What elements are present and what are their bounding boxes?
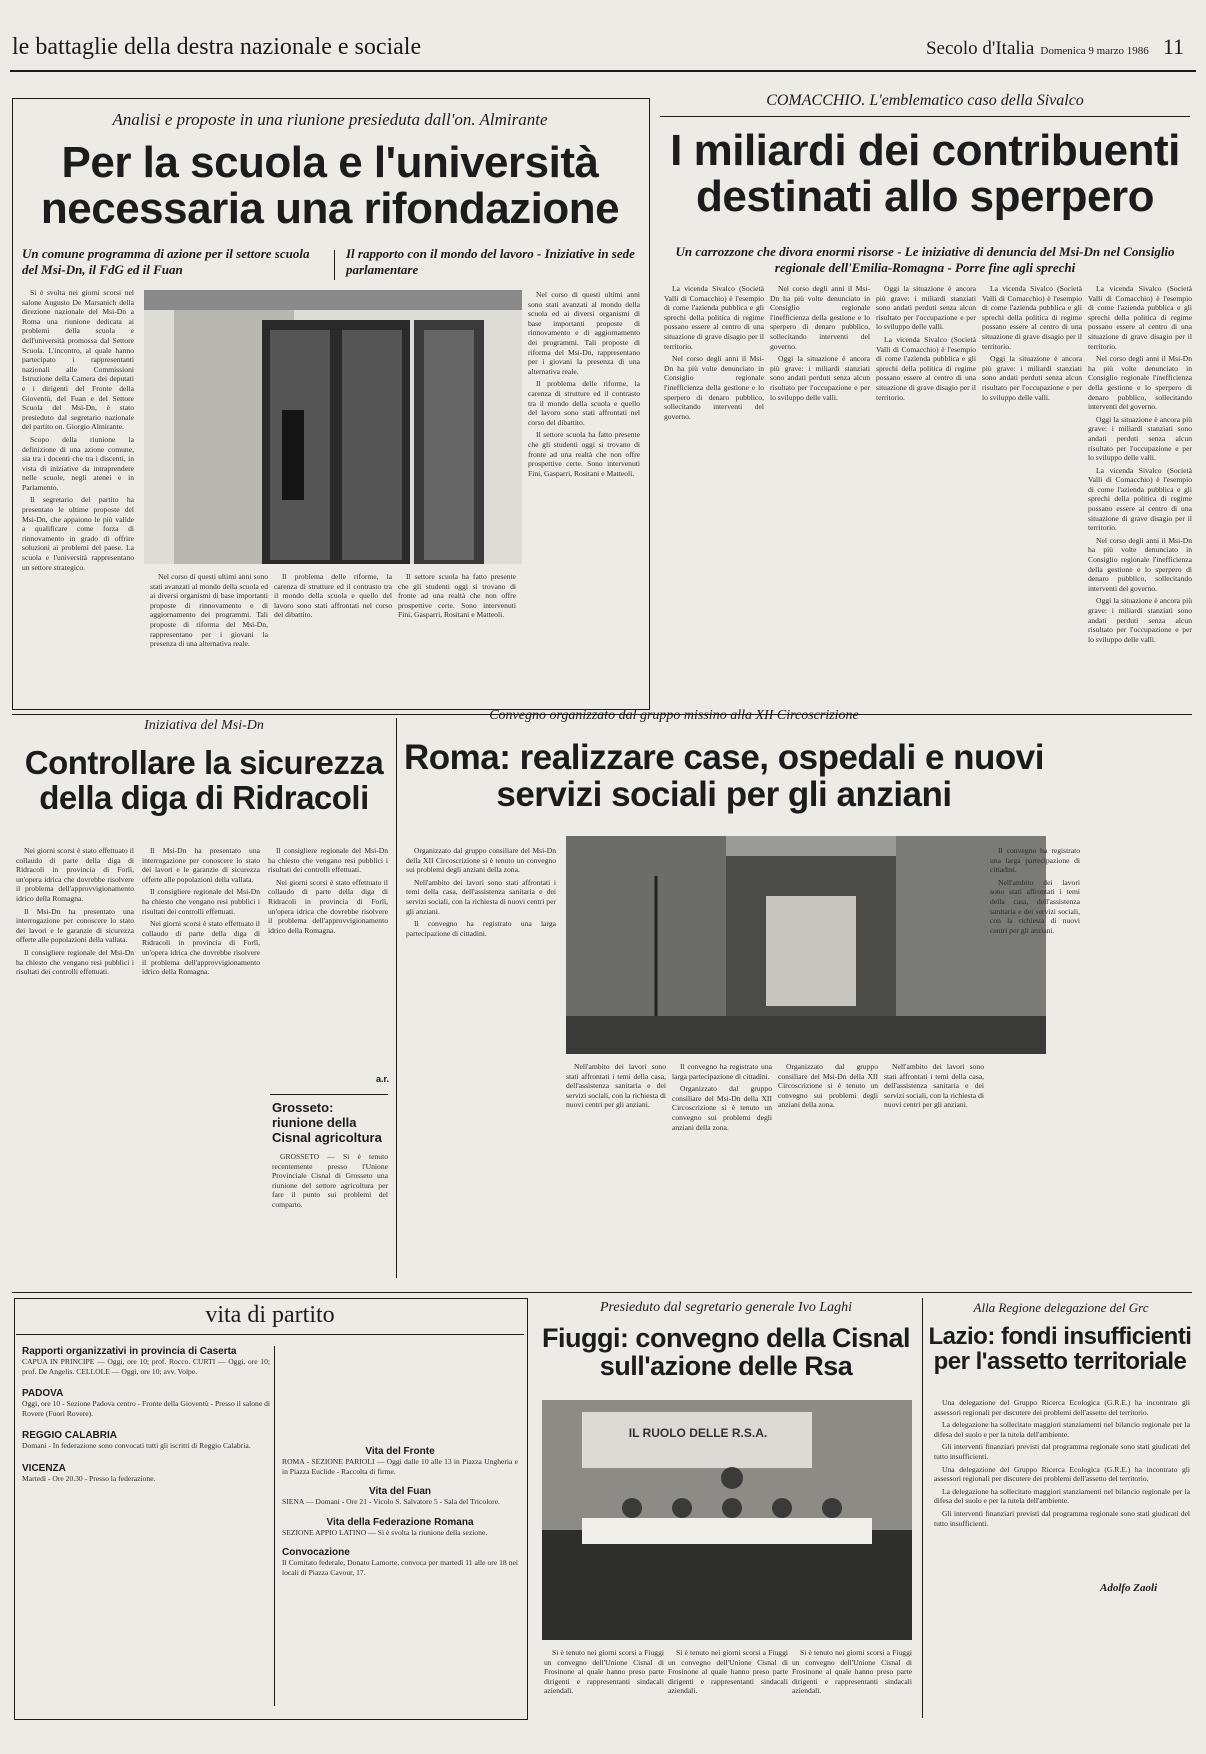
paragraph: Si è tenuto nei giorni scorsi a Fiuggi un convegno dell'Unione Cisnal di Frosinone al quale hanno preso parte dirigenti e rappresentanti sindacali aziendali. [792, 1648, 912, 1696]
paragraph: Nel corso di questi ultimi anni sono stati avanzati al mondo della scuola ed ai diversi organismi di base importanti proposte di rinnovamento e di aggiornamento dei programmi. Tali proposte di riforma del Msi-Dn, rappresentano per i giovani la presenza di una alternativa reale. [528, 290, 640, 376]
body-grosseto [272, 1152, 388, 1294]
column-rule-2 [922, 1298, 923, 1718]
body-lazio [934, 1398, 1190, 1714]
paragraph: Il consigliere regionale del Msi-Dn ha chiesto che vengano resi pubblici i risultati dei controlli effettuati. [16, 947, 134, 977]
section-rule-2 [12, 1292, 1192, 1293]
paragraph: Oggi la situazione è ancora più grave: i miliardi stanziati sono andati perduti senza alcun risultato per l'occupazione e per lo sviluppo delle valli. [770, 354, 870, 402]
paragraph: La delegazione ha sollecitato maggiori stanziamenti nel bilancio regionale per la difesa del suolo e per la tutela dell'ambiente. [934, 1486, 1190, 1506]
body-fiuggi-col1 [544, 1648, 664, 1716]
paragraph: Oggi la situazione è ancora più grave: i miliardi stanziati sono andati perduti senza alcun risultato per l'occupazione e per lo sviluppo delle valli. [1088, 596, 1192, 644]
kicker-roma: Convegno organizzato dal gruppo missino alla XII Circoscrizione [489, 708, 859, 723]
paragraph: Nell'ambito dei lavori sono stati affrontati i temi della casa, dell'assistenza sanitaria e dei servizi sociali, con la richiesta di nuovi centri per gli anziani. [990, 877, 1080, 935]
paragraph: Si è tenuto nei giorni scorsi a Fiuggi un convegno dell'Unione Cisnal di Frosinone al quale hanno preso parte dirigenti e rappresentanti sindacali aziendali. [544, 1648, 664, 1696]
paragraph: Oggi la situazione è ancora più grave: i miliardi stanziati sono andati perduti senza alcun risultato per l'occupazione e per lo sviluppo delle valli. [982, 354, 1082, 402]
paragraph: La vicenda Sivalco (Società Valli di Comacchio) è l'esempio di come l'azienda pubblica e gli sprechi della politica di regime possano essere al centro di una situazione di grave disagio per il territorio. [664, 284, 764, 351]
subhead-comacchio: Un carrozzone che divora enormi risorse - Le iniziative di denuncia del Msi-Dn nel Consiglio regionale dell'Emilia-Romagna - Porre fine agli sprechi [675, 244, 1175, 276]
paragraph: Il Msi-Dn ha presentato una interrogazione per conoscere lo stato dei lavori e le garanzie di sicurezza offerte alle popolazioni della vallata. [142, 846, 260, 884]
grosseto-rule [270, 1094, 388, 1095]
paragraph: La vicenda Sivalco (Società Valli di Comacchio) è l'esempio di come l'azienda pubblica e gli sprechi della politica di regime possano essere al centro di una situazione di grave disagio per il territorio. [876, 334, 976, 402]
paragraph: Il consigliere regionale del Msi-Dn ha chiesto che vengano resi pubblici i risultati dei controlli effettuati. [268, 846, 388, 875]
vita-di-partito-col2 [282, 1346, 518, 1712]
vdp-text: ROMA - SEZIONE PARIOLI — Oggi dalle 10 alle 13 in Piazza Ungheria e in Piazza Euclide - Raccolta di firme. [282, 1457, 518, 1476]
kicker-scuola: Analisi e proposte in una riunione presieduta dall'on. Almirante [112, 110, 548, 129]
paper-name: Secolo d'Italia [925, 38, 1035, 59]
paragraph: Organizzato dal gruppo consiliare del Msi-Dn della XII Circoscrizione si è tenuto un convegno sui problemi degli anziani della zona. [406, 846, 556, 875]
vdp-heading: REGGIO CALABRIA [22, 1430, 117, 1442]
headline-diga: Controllare la sicurezza della diga di Ridracoli [24, 744, 384, 816]
column-rule [396, 718, 397, 1278]
vdp-text: Martedì - Ore 20.30 - Presso la federazione. [22, 1473, 156, 1483]
body-scuola-col3 [274, 572, 392, 702]
photo-roma-buildings [566, 836, 1046, 1054]
vdp-text: Il Comitato federale, Donato Lamorte, convoca per martedì 11 alle ore 18 nei locali di Piazza Cavour, 17. [282, 1558, 518, 1577]
body-fiuggi-col3 [792, 1648, 912, 1716]
paragraph: Nei giorni scorsi è stato effettuato il collaudo di parte della diga di Ridracoli in provincia di Forlì, un'opera idrica che dovrebbe risolvere il problema dell'approvvigionamento idrico della Romagna. [16, 846, 134, 903]
vdp-text: CAPUA IN PRINCIPE — Oggi, ore 10; prof. Rocco. CURTI — Oggi, ore 10; prof. De Angelis. CELLOLE — Oggi, ore 10; avv. Volpe. [22, 1357, 270, 1376]
photo-image [144, 290, 522, 564]
paragraph: Oggi la situazione è ancora più grave: i miliardi stanziati sono andati perduti senza alcun risultato per l'occupazione e per lo sviluppo delle valli. [876, 284, 976, 332]
kicker-rule [660, 116, 1190, 117]
vdp-text: Domani - In federazione sono convocati tutti gli iscritti di Reggio Calabria. [22, 1441, 251, 1451]
paragraph: Il convegno ha registrato una larga partecipazione di cittadini. [406, 919, 556, 938]
paragraph: Il Msi-Dn ha presentato una interrogazione per conoscere lo stato dei lavori e le garanzie di sicurezza offerte alle popolazioni della vallata. [16, 906, 134, 945]
kicker-comacchio: COMACCHIO. L'emblematico caso della Sivalco [766, 92, 1084, 109]
fiuggi-banner-text: IL RUOLO DELLE R.S.A. [628, 1426, 768, 1440]
signoff-diga: a.r. [376, 1074, 390, 1084]
headline-lazio: Lazio: fondi insufficienti per l'assetto territoriale [928, 1323, 1192, 1376]
subhead-scuola-left: Un comune programma di azione per il settore scuola del Msi-Dn, il FdG ed il Fuan [22, 246, 310, 278]
vdp-text: SEZIONE APPIO LATINO — Si è svolta la riunione della sezione. [282, 1527, 488, 1537]
masthead [926, 34, 1184, 60]
body-diga-col3 [268, 846, 388, 1070]
vdp-heading: Convocazione [282, 1547, 350, 1559]
kicker-fiuggi: Presieduto dal segretario generale Ivo Laghi [599, 1300, 853, 1315]
body-comacchio-col2 [770, 284, 870, 704]
paragraph: La delegazione ha sollecitato maggiori stanziamenti nel bilancio regionale per la difesa del suolo e per la tutela dell'ambiente. [934, 1420, 1190, 1439]
paragraph: Il problema delle riforme, la carenza di strutture ed il contrasto tra il mondo della scuola e quello del lavoro sono stati affrontati nel corso del dibattito. [274, 572, 392, 620]
body-roma-col4 [778, 1062, 878, 1284]
headline-scuola: Per la scuola e l'università necessaria una rifondazione [40, 138, 620, 234]
paragraph: La vicenda Sivalco (Società Valli di Comacchio) è l'esempio di come l'azienda pubblica e gli sprechi della politica di regime possano essere al centro di una situazione di grave disagio per il territorio. [1088, 284, 1192, 351]
body-scuola-col5 [528, 290, 640, 702]
body-scuola-col4 [398, 572, 516, 702]
vita-di-partito-title: vita di partito [16, 1302, 524, 1335]
body-roma-col3 [672, 1062, 772, 1284]
paragraph: La vicenda Sivalco (Società Valli di Comacchio) è l'esempio di come l'azienda pubblica e gli sprechi della politica di regime possano essere al centro di una situazione di grave disagio per il territorio. [1088, 465, 1192, 533]
paragraph: Il settore scuola ha fatto presente che gli studenti oggi si trovano di fronte ad una realtà che non offre prospettive certe. Sono intervenuti Fini, Gasparri, Rositani e Matteoli. [528, 430, 640, 478]
body-fiuggi-col2 [668, 1648, 788, 1716]
vdp-heading: VICENZA [22, 1462, 66, 1474]
paragraph: Nel corso di questi ultimi anni sono stati avanzati al mondo della scuola ed ai diversi organismi di base importanti proposte di rinnovamento e di aggiornamento dei programmi. Tali proposte di riforma del Msi-Dn, rappresentano per i giovani la presenza di una alternativa reale. [150, 572, 268, 649]
signature-comacchio: Adolfo Zaoli [1100, 1582, 1158, 1594]
body-scuola-col1 [22, 288, 134, 698]
body-comacchio-col1 [664, 284, 764, 704]
body-comacchio-col4 [982, 284, 1082, 704]
vdp-text: SIENA — Domani - Ore 21 - Vicolo S. Salvatore 5 - Sala del Tricolore. [282, 1497, 500, 1507]
issue-date: Domenica 9 marzo 1986 [1040, 45, 1149, 57]
headline-roma: Roma: realizzare case, ospedali e nuovi servizi sociali per gli anziani [404, 738, 1044, 814]
paragraph: Il consigliere regionale del Msi-Dn ha chiesto che vengano resi pubblici i risultati dei controlli effettuati. [142, 887, 260, 916]
subhead-divider [334, 250, 335, 280]
paragraph: Nel corso degli anni il Msi-Dn ha più volte denunciato in Consiglio regionale l'inefficienza della gestione e lo sperpero di denaro pubblico, sollecitando interventi del governo. [1088, 535, 1192, 593]
page-number: 11 [1162, 34, 1184, 59]
kicker-lazio: Alla Regione delegazione del Grc [973, 1300, 1149, 1315]
paragraph: Il convegno ha registrato una larga partecipazione di cittadini. [990, 846, 1080, 875]
body-roma-col2 [566, 1062, 666, 1284]
paragraph: Nell'ambito dei lavori sono stati affrontati i temi della casa, dell'assistenza sanitaria e dei servizi sociali, con la richiesta di nuovi centri per gli anziani. [884, 1062, 984, 1110]
paragraph: GROSSETO — Si è tenuto recentemente presso l'Unione Provinciale Cisnal di Grosseto una riunione del settore agricoltura per fare il punto sui problemi del comparto. [272, 1152, 388, 1209]
photo-image [566, 836, 1046, 1054]
photo-fiuggi-convegno [542, 1400, 912, 1640]
paragraph: Si è tenuto nei giorni scorsi a Fiuggi un convegno dell'Unione Cisnal di Frosinone al quale hanno preso parte dirigenti e rappresentanti sindacali aziendali. [668, 1648, 788, 1696]
vdp-heading: Vita del Fuan [368, 1486, 432, 1498]
body-comacchio-col3 [876, 284, 976, 704]
paragraph: Organizzato dal gruppo consiliare del Msi-Dn della XII Circoscrizione si è tenuto un convegno sui problemi degli anziani della zona. [672, 1084, 772, 1132]
vdp-column-rule [274, 1346, 275, 1706]
header-rule [10, 70, 1196, 72]
paragraph: Una delegazione del Gruppo Ricerca Ecologica (G.R.E.) ha incontrato gli assessori regionali per discutere dei problemi dell'assetto del territorio. [934, 1398, 1190, 1417]
body-diga-col1 [16, 846, 134, 1294]
paragraph: Gli interventi finanziari previsti dal programma regionale sono stati giudicati del tutto insufficienti. [934, 1508, 1190, 1528]
vdp-heading: Vita del Fronte [365, 1446, 435, 1457]
paragraph: Nei giorni scorsi è stato effettuato il collaudo di parte della diga di Ridracoli in provincia di Forlì, un'opera idrica che dovrebbe risolvere il problema dell'approvvigionamento idrico della Romagna. [142, 919, 260, 977]
photo-scuola-building [144, 290, 522, 564]
vita-di-partito-col1 [22, 1346, 270, 1712]
paragraph: Oggi la situazione è ancora più grave: i miliardi stanziati sono andati perduti senza alcun risultato per l'occupazione e per lo sviluppo delle valli. [1088, 414, 1192, 463]
paragraph: Una delegazione del Gruppo Ricerca Ecologica (G.R.E.) ha incontrato gli assessori regionali per discutere dei problemi dell'assetto del territorio. [934, 1464, 1190, 1484]
section-title: le battaglie della destra nazionale e sociale [12, 34, 422, 60]
body-scuola-col2 [150, 572, 268, 702]
paragraph: Scopo della riunione la definizione di una azione comune, sia tra i docenti che tra i discenti, in vista di iniziative da intraprendere nelle scuole, negli atenei e in Parlamento. [22, 434, 134, 492]
body-roma-col5 [884, 1062, 984, 1284]
body-roma-col6 [990, 846, 1080, 1284]
paragraph: Nei giorni scorsi è stato effettuato il collaudo di parte della diga di Ridracoli in provincia di Forlì, un'opera idrica che dovrebbe risolvere il problema dell'approvvigionamento idrico della Romagna. [268, 877, 388, 935]
subhead-scuola-right: Il rapporto con il mondo del lavoro - Iniziative in sede parlamentare [346, 246, 635, 278]
paragraph: Nel corso degli anni il Msi-Dn ha più volte denunciato in Consiglio regionale l'inefficienza della gestione e lo sperpero di denaro pubblico, sollecitando interventi del governo. [664, 354, 764, 421]
paragraph: Organizzato dal gruppo consiliare del Msi-Dn della XII Circoscrizione si è tenuto un convegno sui problemi degli anziani della zona. [778, 1062, 878, 1110]
body-diga-col2 [142, 846, 260, 1294]
paragraph: Il convegno ha registrato una larga partecipazione di cittadini. [672, 1062, 772, 1081]
headline-fiuggi: Fiuggi: convegno della Cisnal sull'azione delle Rsa [541, 1323, 911, 1382]
headline-comacchio: I miliardi dei contribuenti destinati allo sperpero [670, 126, 1180, 222]
paragraph: Nell'ambito dei lavori sono stati affrontati i temi della casa, dell'assistenza sanitaria e dei servizi sociali, con la richiesta di nuovi centri per gli anziani. [566, 1062, 666, 1110]
paragraph: Gli interventi finanziari previsti dal programma regionale sono stati giudicati del tutto insufficienti. [934, 1442, 1190, 1461]
vdp-heading: Vita della Federazione Romana [326, 1516, 474, 1528]
paragraph: Il segretario del partito ha presentato le ultime proposte del Msi-Dn, che appaiono le più valide a qualificare come forza di rinnovamento in grado di offrire soluzioni ai problemi del paese. La scuola e l'università rappresentano un settore strategico. [22, 495, 134, 572]
paragraph: Il problema delle riforme, la carenza di strutture ed il contrasto tra il mondo della scuola e quello del lavoro sono stati affrontati nel corso del dibattito. [528, 379, 640, 427]
paragraph: Si è svolta nei giorni scorsi nel salone Augusto De Marsanich della direzione nazionale del Msi-Dn a Roma una riunione dedicata ai problemi della scuola e dell'università promossa dal Settore Scuola. L'incontro, al quale hanno partecipato i rappresentanti nazionali alle Commissioni Istruzione della Camera dei deputati e i dirigenti del Fronte della Gioventù, del Fuan e del Settore Scuola del Msi-Dn, è stato presieduto dal segretario nazionale del partito on. Giorgio Almirante. [22, 288, 134, 432]
vdp-heading: Rapporti organizzativi in provincia di Caserta [22, 1346, 237, 1357]
kicker-diga: Iniziativa del Msi-Dn [144, 718, 264, 733]
paragraph: Nel corso degli anni il Msi-Dn ha più volte denunciato in Consiglio regionale l'inefficienza della gestione e lo sperpero di denaro pubblico, sollecitando interventi del governo. [770, 284, 870, 351]
paragraph: Nell'ambito dei lavori sono stati affrontati i temi della casa, dell'assistenza sanitaria e dei servizi sociali, con la richiesta di nuovi centri per gli anziani. [406, 877, 556, 916]
headline-grosseto: Grosseto: riunione della Cisnal agricoltura [272, 1100, 382, 1145]
paragraph: La vicenda Sivalco (Società Valli di Comacchio) è l'esempio di come l'azienda pubblica e gli sprechi della politica di regime possano essere al centro di una situazione di grave disagio per il territorio. [982, 284, 1082, 351]
vdp-text: Oggi, ore 10 - Sezione Padova centro - Fronte della Gioventù - Presso il salone di Rovere (Fuori Rovere). [22, 1399, 270, 1418]
vdp-heading: PADOVA [22, 1388, 64, 1400]
paragraph: Il settore scuola ha fatto presente che gli studenti oggi si trovano di fronte ad una realtà che non offre prospettive certe. Sono intervenuti Fini, Gasparri, Rositani e Matteoli. [398, 572, 516, 620]
paragraph: Nel corso degli anni il Msi-Dn ha più volte denunciato in Consiglio regionale l'inefficienza della gestione e lo sperpero di denaro pubblico, sollecitando interventi del governo. [1088, 354, 1192, 412]
body-roma-col1 [406, 846, 556, 1284]
